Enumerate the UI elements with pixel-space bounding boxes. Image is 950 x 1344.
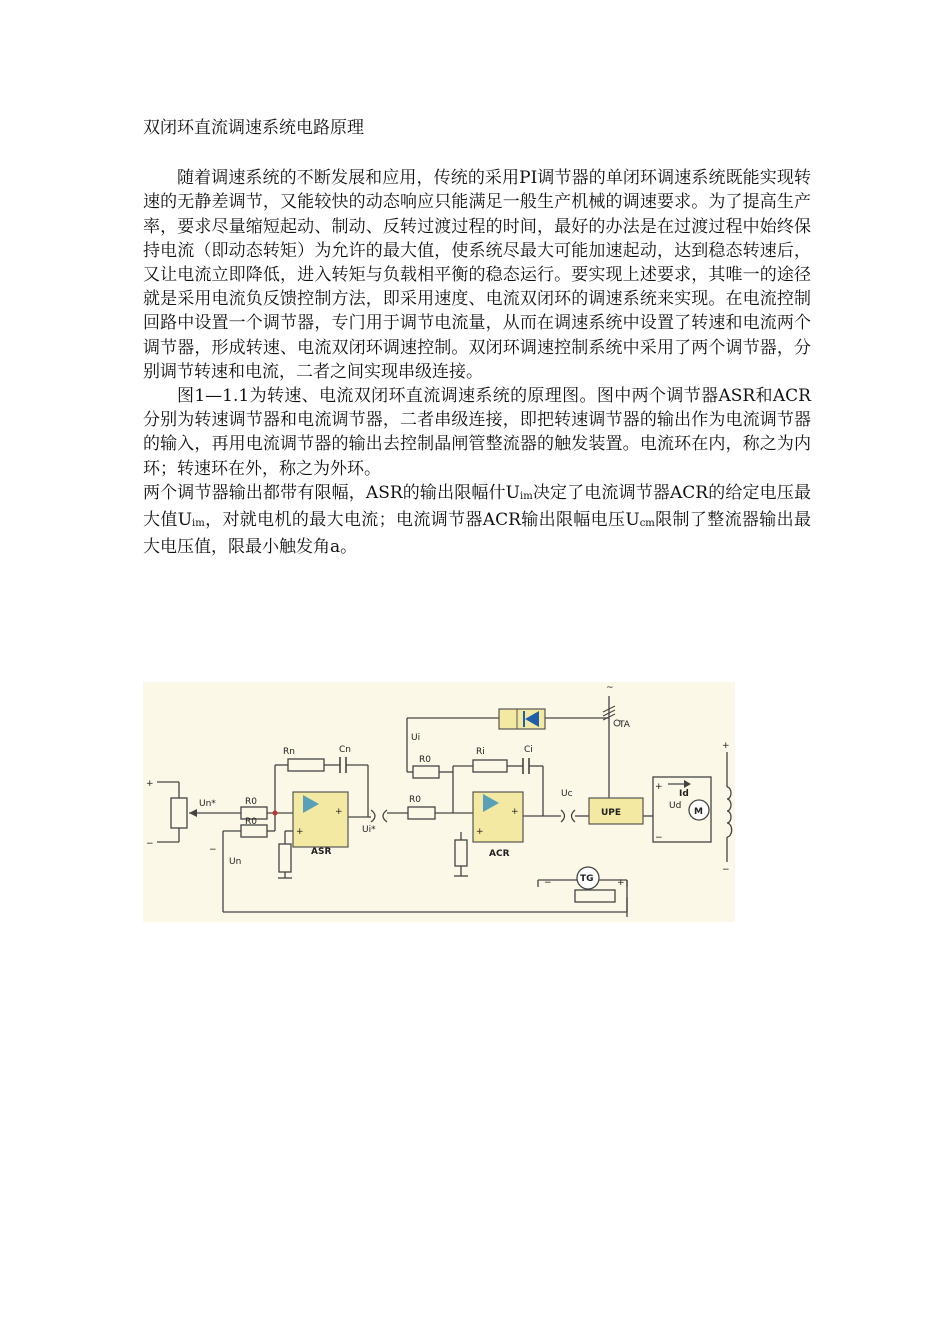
limits-text-1: 两个调节器输出都带有限幅，ASR的输出限幅什U [143, 482, 520, 503]
label-acr-plus: + [511, 807, 519, 817]
label-id: Id [679, 789, 689, 799]
label-tg-plus: + [617, 878, 625, 888]
circuit-svg [143, 682, 735, 922]
junction-dot [273, 811, 278, 816]
label-un-minus: − [209, 845, 217, 855]
label-r0-d: R0 [419, 755, 431, 765]
label-tg: TG [580, 874, 594, 884]
label-ud-plus: + [655, 782, 663, 792]
label-field-plus: + [722, 741, 730, 751]
limits-text-3: ，对就电机的最大电流；电流调节器ACR输出限幅电压U [204, 510, 640, 531]
label-input-plus: + [146, 779, 154, 789]
subscript-im-2: im [192, 518, 205, 530]
paragraph-figure-description: 图1—1.1为转速、电流双闭环直流调速系统的原理图。图中两个调节器ASR和ACR分别为转速调节器和电流调节器，二者串级连接，即把转速调节器的输出作为电流调节器的输入，再用电流调节器的输出去控制晶闸管整流器的触发装置。电流环在内，称之为内环；转速环在外，称之为外环。 [143, 386, 811, 479]
label-ri: Ri [476, 747, 485, 757]
label-ud-minus: − [655, 833, 663, 843]
label-motor: M [694, 807, 703, 817]
label-uc: Uc [561, 789, 573, 799]
label-tg-minus: − [544, 878, 552, 888]
label-upe: UPE [601, 808, 622, 818]
label-acr-plus-in: + [476, 827, 484, 837]
label-asr: ASR [311, 847, 332, 857]
subscript-im-1: im [520, 490, 533, 502]
paragraph-intro: 随着调速系统的不断发展和应用，传统的采用PI调节器的单闭环调速系统既能实现转速的无静差调节，又能较快的动态响应只能满足一般生产机械的调速要求。为了提高生产率，要求尽量缩短起动、制动、反转过渡过程的时间，最好的办法是在过渡过程中始终保持电流（即动态转矩）为允许的最大值，使系统尽最大可能加速起动，达到稳态转速后，又让电流立即降低，进入转矩与负载相平衡的稳态运行。要实现上述要求，其唯一的途径就是采用电流负反馈控制方法，即采用速度、电流双闭环的调速系统来实现。在电流控制回路中设置一个调节器，专门用于调节电流量，从而在调速系统中设置了转速和电流两个调节器，形成转速、电流双闭环调速控制。双闭环调速控制系统中采用了两个调节器，分别调节转速和电流，二者之间实现串级连接。 [143, 168, 811, 382]
label-asr-plus: + [335, 807, 343, 817]
label-cn: Cn [339, 745, 351, 755]
label-field-minus: − [722, 865, 730, 875]
label-rn: Rn [283, 747, 295, 757]
label-input-minus: − [146, 839, 154, 849]
subscript-cm: cm [639, 518, 655, 530]
label-r0-c: R0 [409, 795, 421, 805]
circuit-diagram [143, 682, 735, 922]
label-un: Un [229, 857, 242, 867]
label-r0-b: R0 [245, 817, 257, 827]
label-ac-supply: ~ [606, 683, 614, 693]
label-un-star: Un* [199, 799, 216, 809]
document-title: 双闭环直流调速系统电路原理 [143, 118, 364, 138]
paragraph-limits [143, 481, 811, 560]
label-ta: TA [619, 720, 630, 730]
label-r0-a: R0 [245, 797, 257, 807]
label-ud: Ud [669, 801, 682, 811]
label-ui-star: Ui* [362, 825, 376, 835]
document-body [143, 116, 811, 559]
limits-text-2: 决定了电流调节器ACR的给定电压最大值U [143, 482, 811, 531]
label-asr-plus-in: + [296, 827, 304, 837]
limits-text-4: 限制了整流器输出最大电压值，限最小触发角a。 [143, 510, 812, 558]
label-ui: Ui [411, 733, 421, 743]
asr-box [293, 792, 348, 847]
label-ci: Ci [524, 745, 533, 755]
label-acr: ACR [489, 849, 510, 859]
